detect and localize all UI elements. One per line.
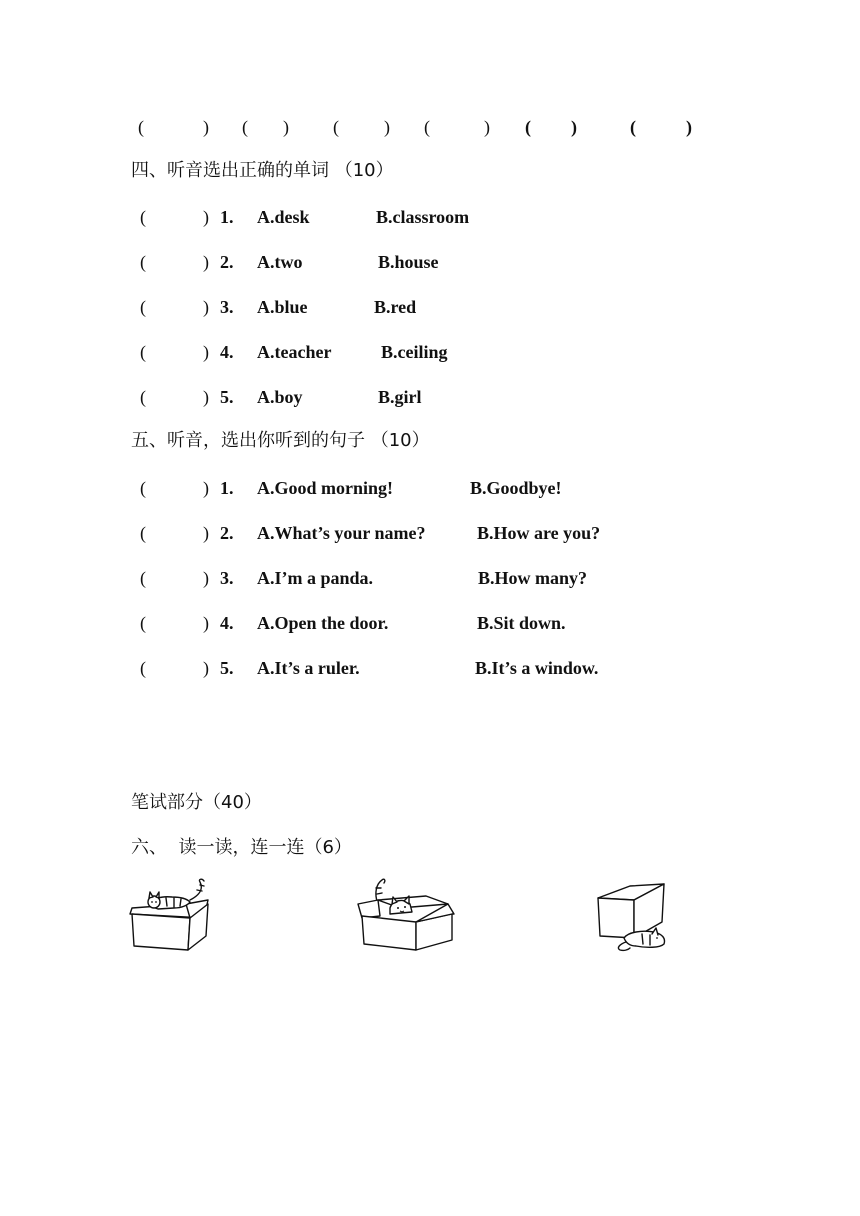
answer-paren-close: ): [686, 117, 692, 137]
answer-paren-open: (: [630, 117, 636, 137]
answer-paren-open: (: [140, 252, 146, 272]
cat-on-box-icon: [128, 878, 214, 954]
cat-under-box-icon: [594, 880, 674, 954]
answer-paren-close: ): [203, 342, 209, 362]
section4-title: 四、听音选出正确的单词 （10）: [131, 160, 394, 181]
answer-paren-close: ): [203, 658, 209, 678]
item-number: 3.: [220, 297, 234, 317]
answer-paren-open: (: [424, 117, 430, 137]
option-a: A.What’s your name?: [257, 523, 426, 543]
section5-title: 五、听音，选出你听到的句子 （10）: [131, 430, 430, 451]
item-number: 1.: [220, 207, 234, 227]
answer-paren-open: (: [140, 387, 146, 407]
option-b: B.girl: [378, 387, 422, 407]
option-a: A.two: [257, 252, 303, 272]
item-number: 2.: [220, 523, 234, 543]
option-a: A.It’s a ruler.: [257, 658, 360, 678]
answer-paren-open: (: [525, 117, 531, 137]
option-b: B.How many?: [478, 568, 588, 588]
answer-paren-open: (: [140, 342, 146, 362]
answer-paren-close: ): [203, 613, 209, 633]
answer-paren-close: ): [203, 117, 209, 137]
answer-paren-open: (: [138, 117, 144, 137]
answer-paren-close: ): [484, 117, 490, 137]
answer-paren-open: (: [140, 297, 146, 317]
cat-in-box-icon: [356, 874, 456, 954]
option-a: A.I’m a panda.: [257, 568, 374, 588]
section6-title: 六、 读一读，连一连（6）: [131, 837, 352, 858]
item-number: 5.: [220, 387, 234, 407]
answer-paren-close: ): [283, 117, 289, 137]
item-number: 1.: [220, 478, 234, 498]
answer-paren-open: (: [140, 658, 146, 678]
written-part-title: 笔试部分（40）: [131, 792, 262, 813]
option-b: B.Goodbye!: [470, 478, 562, 498]
option-b: B.classroom: [376, 207, 470, 227]
option-b: B.Sit down.: [477, 613, 566, 633]
answer-paren-close: ): [571, 117, 577, 137]
answer-paren-close: ): [203, 297, 209, 317]
item-number: 4.: [220, 342, 234, 362]
answer-paren-close: ): [203, 252, 209, 272]
option-b: B.It’s a window.: [475, 658, 599, 678]
option-a: A.desk: [257, 207, 310, 227]
option-a: A.teacher: [257, 342, 332, 362]
answer-paren-open: (: [140, 207, 146, 227]
option-a: A.boy: [257, 387, 303, 407]
option-b: B.red: [374, 297, 417, 317]
answer-paren-close: ): [203, 568, 209, 588]
option-a: A.Good morning!: [257, 478, 394, 498]
answer-paren-open: (: [140, 478, 146, 498]
answer-paren-open: (: [333, 117, 339, 137]
option-b: B.house: [378, 252, 439, 272]
answer-paren-open: (: [140, 568, 146, 588]
answer-paren-open: (: [242, 117, 248, 137]
item-number: 5.: [220, 658, 234, 678]
answer-paren-close: ): [203, 523, 209, 543]
option-a: A.Open the door.: [257, 613, 389, 633]
item-number: 4.: [220, 613, 234, 633]
option-b: B.ceiling: [381, 342, 448, 362]
answer-paren-close: ): [203, 387, 209, 407]
answer-paren-open: (: [140, 613, 146, 633]
answer-paren-close: ): [203, 478, 209, 498]
option-a: A.blue: [257, 297, 308, 317]
item-number: 2.: [220, 252, 234, 272]
option-b: B.How are you?: [477, 523, 601, 543]
item-number: 3.: [220, 568, 234, 588]
answer-paren-close: ): [384, 117, 390, 137]
answer-paren-open: (: [140, 523, 146, 543]
answer-paren-close: ): [203, 207, 209, 227]
